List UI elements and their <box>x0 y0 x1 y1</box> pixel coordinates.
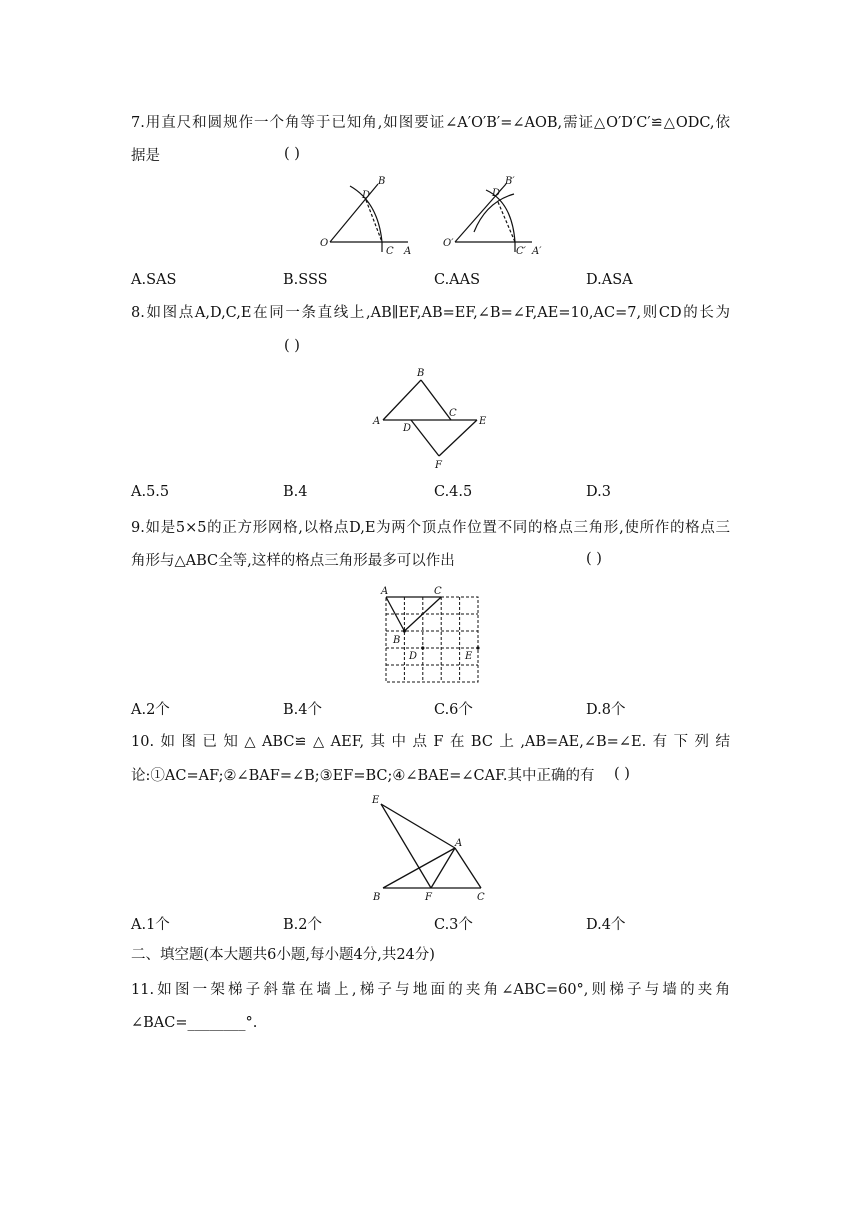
q7-label-C-prime: C′ <box>516 246 526 257</box>
q7-label-A: A <box>404 246 412 257</box>
q10-option-a[interactable]: A.1个 <box>131 917 170 933</box>
q10-text-line2: 论:①AC=AF;②∠BAF=∠B;③EF=BC;④∠BAE=∠CAF.其中正确的有 <box>131 768 595 784</box>
q10-label-A: A <box>455 838 463 849</box>
q7-label-B-prime: B′ <box>505 176 515 187</box>
q9-option-d[interactable]: D.8个 <box>586 702 626 718</box>
q9-label-C: C <box>434 586 442 597</box>
q11-text-line2: ∠BAC=________°. <box>131 1015 258 1031</box>
q7-label-D-prime: D′ <box>492 188 503 199</box>
q10-text-line1: 10.如图已知△ABC≌△AEF,其中点F在BC上,AB=AE,∠B=∠E.有下列结 <box>131 734 730 750</box>
q8-label-F: F <box>435 460 442 471</box>
q9-grid-figure <box>378 582 488 686</box>
q8-label-A: A <box>373 416 381 427</box>
q8-option-b[interactable]: B.4 <box>283 484 308 500</box>
q8-option-c[interactable]: C.4.5 <box>434 484 473 500</box>
q7-label-C: C <box>386 246 394 257</box>
q8-label-E: E <box>479 416 487 427</box>
q8-text-line1: 8.如图点A,D,C,E在同一条直线上,AB∥EF,AB=EF,∠B=∠F,AE=10,AC=7,则CD的长为 <box>131 305 730 321</box>
q8-figure <box>365 362 495 474</box>
q7-label-O: O <box>320 238 329 249</box>
q9-label-B: B <box>393 635 401 646</box>
q8-label-D: D <box>403 423 412 434</box>
q10-label-F: F <box>425 892 432 903</box>
q7-label-B: B <box>378 176 386 187</box>
q7-option-c[interactable]: C.AAS <box>434 272 481 288</box>
q9-text-line1: 9.如是5×5的正方形网格,以格点D,E为两个顶点作位置不同的格点三角形,使所作的格点三 <box>131 520 730 536</box>
q7-option-b[interactable]: B.SSS <box>283 272 328 288</box>
q7-label-D: D <box>362 190 371 201</box>
q7-option-a[interactable]: A.SAS <box>131 272 177 288</box>
q10-label-E: E <box>372 795 380 806</box>
q9-option-c[interactable]: C.6个 <box>434 702 473 718</box>
q7-text-line1: 7.用直尺和圆规作一个角等于已知角,如图要证∠A′O′B′=∠AOB,需证△O′D′C′≌△ODC,依 <box>131 115 730 131</box>
q9-option-b[interactable]: B.4个 <box>283 702 322 718</box>
q10-answer-paren: ( ) <box>614 766 630 782</box>
q7-label-A-prime: A′ <box>532 246 542 257</box>
q10-option-c[interactable]: C.3个 <box>434 917 473 933</box>
q9-option-a[interactable]: A.2个 <box>131 702 170 718</box>
q8-option-a[interactable]: A.5.5 <box>131 484 170 500</box>
q10-label-B: B <box>373 892 381 903</box>
q9-text-line2: 角形与△ABC全等,这样的格点三角形最多可以作出 <box>131 553 455 569</box>
q7-figure <box>310 172 550 262</box>
q10-option-b[interactable]: B.2个 <box>283 917 322 933</box>
q9-label-A: A <box>381 586 389 597</box>
q9-answer-paren: ( ) <box>586 551 602 567</box>
q10-label-C: C <box>477 892 485 903</box>
q8-option-d[interactable]: D.3 <box>586 484 611 500</box>
q7-label-O-prime: O′ <box>443 238 454 249</box>
section2-title: 二、填空题(本大题共6小题,每小题4分,共24分) <box>131 947 435 963</box>
q9-label-E: E <box>465 651 473 662</box>
q8-label-B: B <box>417 368 425 379</box>
q8-label-C: C <box>449 408 457 419</box>
q8-answer-paren: ( ) <box>284 338 300 354</box>
q10-figure <box>365 790 495 908</box>
q7-option-d[interactable]: D.ASA <box>586 272 633 288</box>
q9-label-D: D <box>409 651 418 662</box>
q11-text-line1: 11.如图一架梯子斜靠在墙上,梯子与地面的夹角∠ABC=60°,则梯子与墙的夹角 <box>131 982 730 998</box>
q10-option-d[interactable]: D.4个 <box>586 917 626 933</box>
q7-answer-paren: ( ) <box>284 146 300 162</box>
q7-text-line2: 据是 <box>131 148 160 164</box>
